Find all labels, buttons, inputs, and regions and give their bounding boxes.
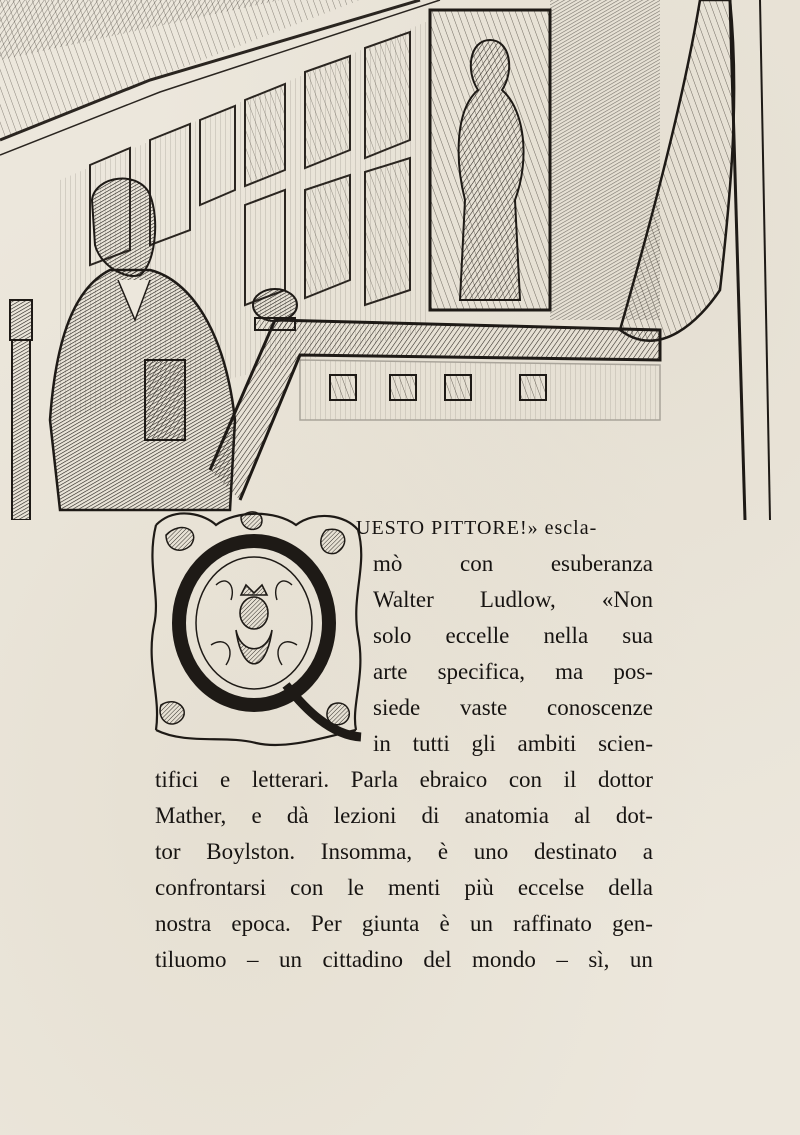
- text-line-3: Walter Ludlow, «Non: [373, 587, 653, 612]
- text-line-4: solo eccelle nella sua: [373, 623, 653, 648]
- text-line-8: tifici e letterari. Parla ebraico con il dottor: [155, 767, 653, 792]
- text-line-5: arte specifica, ma pos-: [373, 659, 653, 684]
- text-line-2: mò con esuberanza: [373, 551, 653, 576]
- text-line-10: tor Boylston. Insomma, è uno destinato a: [155, 839, 653, 864]
- text-line-7: in tutti gli ambiti scien-: [373, 731, 653, 756]
- text-line-9: Mather, e dà lezioni di anatomia al dot-: [155, 803, 653, 828]
- text-line-13: tiluomo – un cittadino del mondo – sì, un: [155, 947, 653, 972]
- text-line-11: confrontarsi con le menti più eccelse della: [155, 875, 653, 900]
- text-line-1: UESTO PITTORE!» escla-: [356, 517, 598, 539]
- text-line-6: siede vaste conoscenze: [373, 695, 653, 720]
- text-line-12: nostra epoca. Per giunta è un raffinato gen-: [155, 911, 653, 936]
